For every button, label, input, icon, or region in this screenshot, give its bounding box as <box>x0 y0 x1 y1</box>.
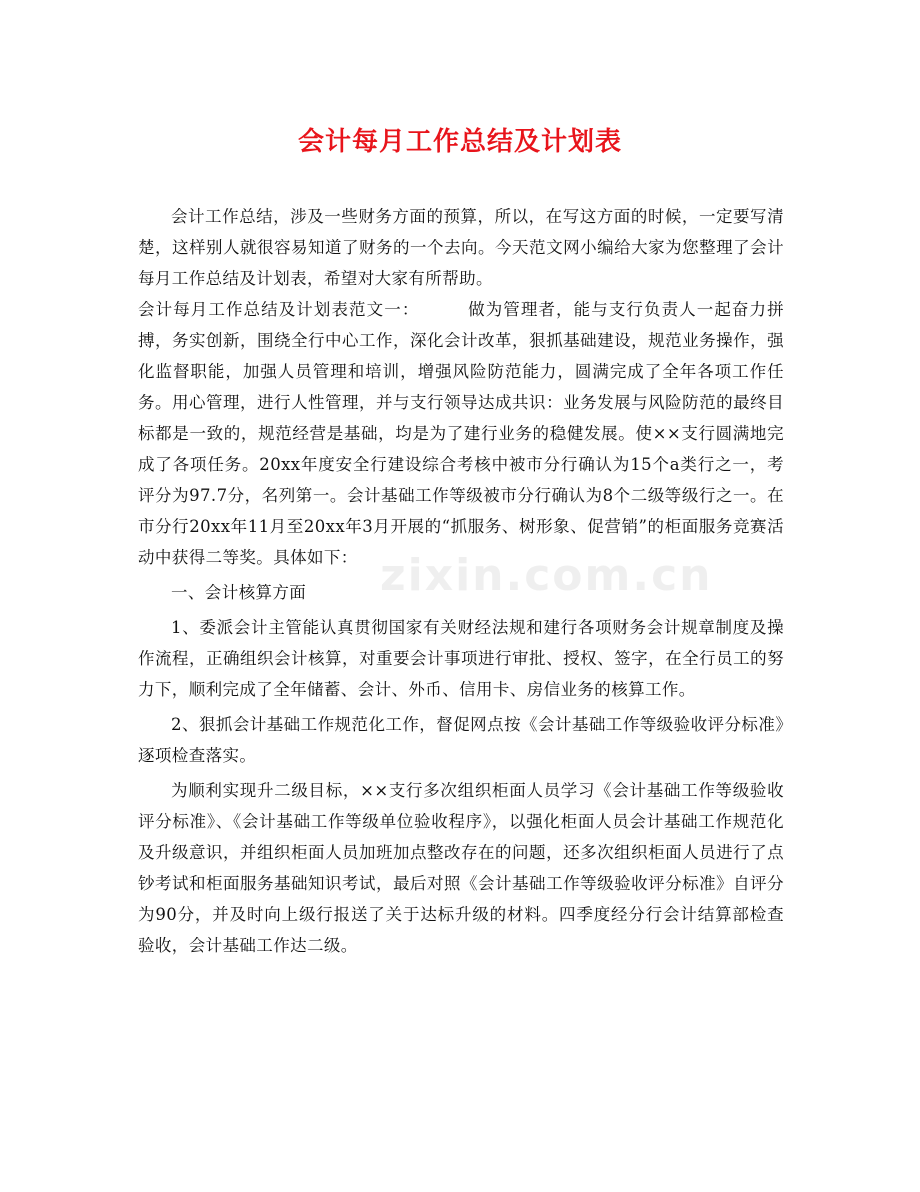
section-heading: 一、会计核算方面 <box>171 583 307 602</box>
document-title: 会计每月工作总结及计划表 <box>297 127 622 157</box>
intro-paragraph: 会计工作总结，涉及一些财务方面的预算，所以，在写这方面的时候，一定要写清楚，这样别人就很容易知道了财务的一个去向。今天范文网小编给大家为您整理了会计每月工作总结及计划表，希望对大家有所帮助。 <box>138 207 784 288</box>
document-body <box>138 201 784 961</box>
watermark: zixin.com.cn <box>380 550 713 601</box>
item-1-paragraph: 1、委派会计主管能认真贯彻国家有关财经法规和建行各项财务会计规章制度及操作流程，正确组织会计核算，对重要会计事项进行审批、授权、签字，在全行员工的努力下，顺利完成了全年储蓄、会计、外币、信用卡、房信业务的核算工作。 <box>138 618 784 699</box>
sample-label: 会计每月工作总结及计划表范文一： <box>138 300 420 319</box>
sample-paragraph <box>138 294 784 573</box>
item-2-paragraph: 2、狠抓会计基础工作规范化工作，督促网点按《会计基础工作等级验收评分标准》逐项检查落实。 <box>138 715 784 765</box>
sample-body: 做为管理者，能与支行负责人一起奋力拼搏，务实创新，围绕全行中心工作，深化会计改革，狠抓基础建设，规范业务操作，强化监督职能，加强人员管理和培训，增强风险防范能力，圆满完成了全年各项工作任务。用心管理，进行人性管理，并与支行领导达成共识：业务发展与风险防范的最终目标都是一致的，规范经营是基础，均是为了建行业务的稳健发展。使××支行圆满地完成了各项任务。20xx年度安全行建设综合考核中被市分行确认为15个a类行之一，考评分为97.7分，名列第一。会计基础工作等级被市分行确认为8个二级等级行之一。在市分行20xx年11月至20xx年3月开展的“抓服务、树形象、促营销”的柜面服务竞赛活动中获得二等奖。具体如下： <box>138 300 785 567</box>
item-2-detail-paragraph: 为顺利实现升二级目标，××支行多次组织柜面人员学习《会计基础工作等级验收评分标准》、《会计基础工作等级单位验收程序》，以强化柜面人员会计基础工作规范化及升级意识，并组织柜面人员加班加点整改存在的问题，还多次组织柜面人员进行了点钞考试和柜面服务基础知识考试，最后对照《会计基础工作等级验收评分标准》自评分为90分，并及时向上级行报送了关于达标升级的材料。四季度经分行会计结算部检查验收，会计基础工作达二级。 <box>138 781 784 955</box>
